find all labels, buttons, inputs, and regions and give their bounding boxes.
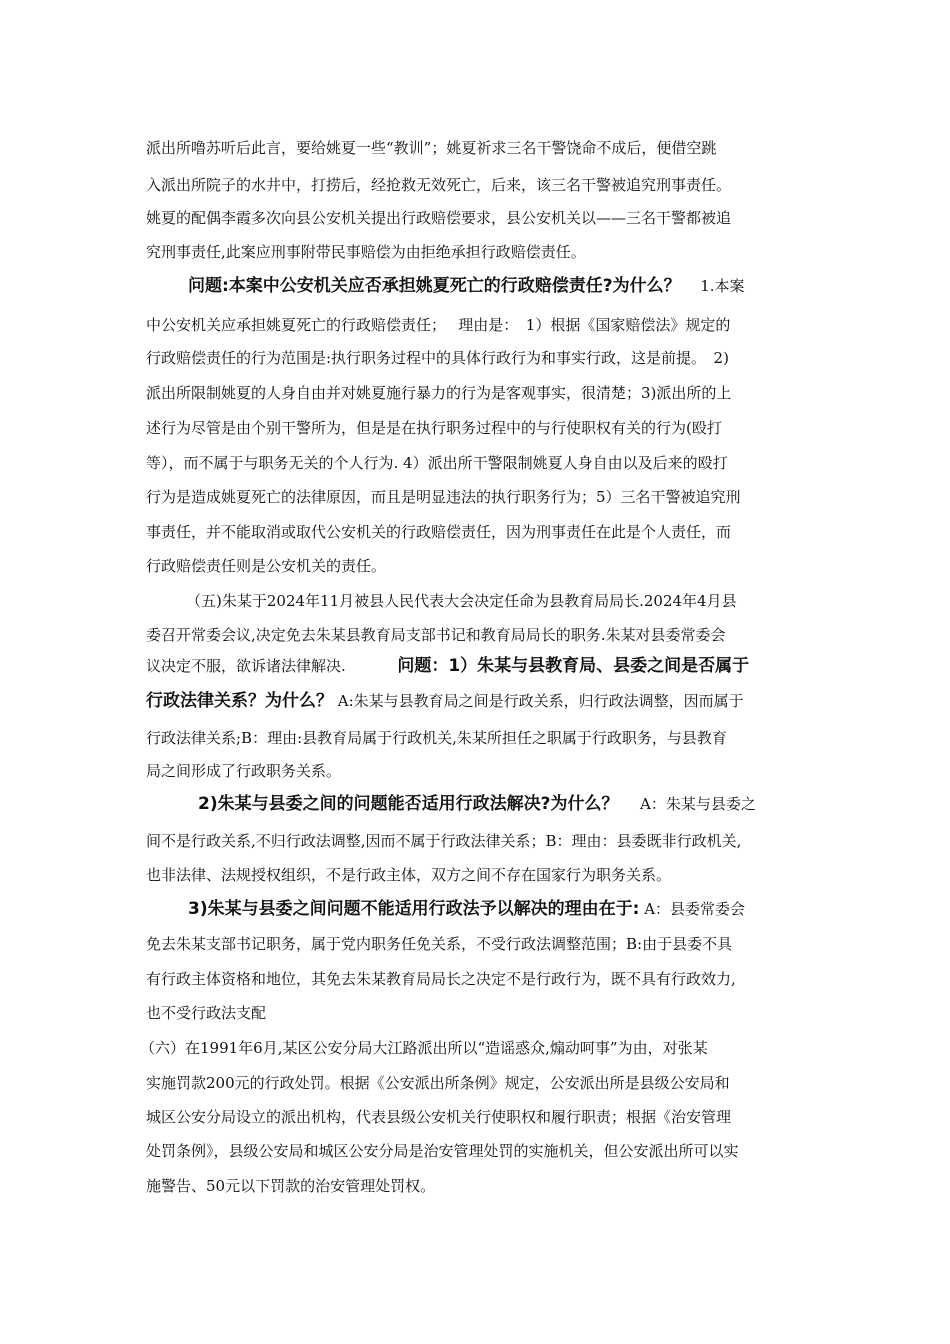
answer-line: 行政赔偿责任则是公安机关的责任。 (146, 557, 387, 575)
answer-line: 局之间形成了行政职务关系。 (146, 762, 342, 780)
answer-line: 行政赔偿责任的行为范围是:执行职务过程中的具体行政行为和事实行政，这是前提。 2) (146, 349, 729, 367)
question-line (198, 793, 756, 815)
case-line: 城区公安分局设立的派出机构，代表县级公安机关行使职权和履行职责；根据《治安管理 (146, 1108, 732, 1126)
question-5-1-part-b: 行政法律关系？为什么？ (146, 691, 333, 711)
answer-5-2-start: A：朱某与县委之 (640, 795, 756, 813)
answer-line: 等），而不属于与职务无关的个人行为. 4）派出所干警限制姚夏人身自由以及后来的殴打 (146, 454, 728, 472)
case-line: 委召开常委会议,决定免去朱某县教育局支部书记和教育局局长的职务.朱某对县委常委会 (146, 626, 726, 644)
question-5-1-part-a: 问题：1）朱某与县教育局、县委之间是否属于 (397, 656, 750, 676)
case-line: 处罚条例》，县级公安局和城区公安分局是治安管理处罚的实施机关，但公安派出所可以实 (146, 1142, 739, 1160)
question-1: 问题:本案中公安机关应否承担姚夏死亡的行政赔偿责任?为什么？ (188, 276, 681, 296)
answer-line: 行政法律关系;B：理由:县教育局属于行政机关,朱某所担任之职属于行政职务，与县教育 (146, 729, 727, 747)
case-line (146, 655, 749, 677)
paragraph-line: 究刑事责任,此案应刑事附带民事赔偿为由拒绝承担行政赔偿责任。 (146, 243, 586, 261)
answer-line: 行为是造成姚夏死亡的法律原因，而且是明显违法的执行职务行为；5）三名干警被追究刑 (146, 488, 741, 506)
question-5-3: 3)朱某与县委之间问题不能适用行政法予以解决的理由在于: (188, 899, 640, 919)
answer-line: 也不受行政法支配 (146, 1004, 267, 1022)
paragraph-line: 入派出所院子的水井中，打捞后，经抢救无效死亡，后来，该三名干警被追究刑事责任。 (146, 176, 732, 194)
answer-line: 述行为尽管是由个别干警所为，但是是在执行职务过程中的与行使职权有关的行为(殴打 (146, 419, 722, 437)
case-line: （六）在1991年6月,某区公安分局大江路派出所以“造谣惑众,煽动呵事”为由，对张某 (140, 1039, 708, 1057)
paragraph-line: 姚夏的配偶李霞多次向县公安机关提出行政赔偿要求，县公安机关以——三名干警都被追 (146, 209, 732, 227)
answer-5-3-start: A：县委常委会 (644, 900, 746, 918)
case-5-tail: 议决定不服，欲诉诸法律解决. (146, 657, 346, 675)
answer-line: 派出所限制姚夏的人身自由并对姚夏施行暴力的行为是客观事实，很清楚；3)派出所的上 (146, 384, 732, 402)
answer-5-1-start: A:朱某与县教育局之间是行政关系，归行政法调整，因而属于 (337, 692, 744, 710)
answer-line: 有行政主体资格和地位，其免去朱某教育局局长之决定不是行政行为，既不具有行政效力, (146, 970, 736, 988)
paragraph-line: 派出所噜苏听后此言，要给姚夏一些“教训”；姚夏祈求三名干警饶命不成后，便借空跳 (146, 139, 717, 157)
case-line: 施警告、50元以下罚款的治安管理处罚权。 (146, 1177, 436, 1195)
answer-line: 免去朱某支部书记职务，属于党内职务任免关系，不受行政法调整范围；B:由于县委不具 (146, 935, 733, 953)
answer-line: 中公安机关应承担姚夏死亡的行政赔偿责任； 理由是： 1）根据《国家赔偿法》规定的 (146, 316, 731, 334)
answer-line: 事责任，并不能取消或取代公安机关的行政赔偿责任，因为刑事责任在此是个人责任，而 (146, 523, 732, 541)
question-5-2: 2)朱某与县委之间的问题能否适用行政法解决?为什么？ (198, 794, 619, 814)
question-line (188, 275, 745, 297)
case-line: （五)朱某于2024年11月被县人民代表大会决定任命为县教育局局长.2024年4月县 (186, 592, 737, 610)
answer-line: 间不是行政关系,不归行政法调整,因而不属于行政法律关系；B：理由：县委既非行政机关, (146, 832, 742, 850)
question-line (146, 690, 744, 712)
answer-1-start: 1.本案 (700, 277, 745, 295)
answer-line: 也非法律、法规授权组织，不是行政主体，双方之间不存在国家行为职务关系。 (146, 866, 672, 884)
question-line (188, 898, 745, 920)
case-line: 实施罚款200元的行政处罚。根据《公安派出所条例》规定，公安派出所是县级公安局和 (146, 1074, 730, 1092)
